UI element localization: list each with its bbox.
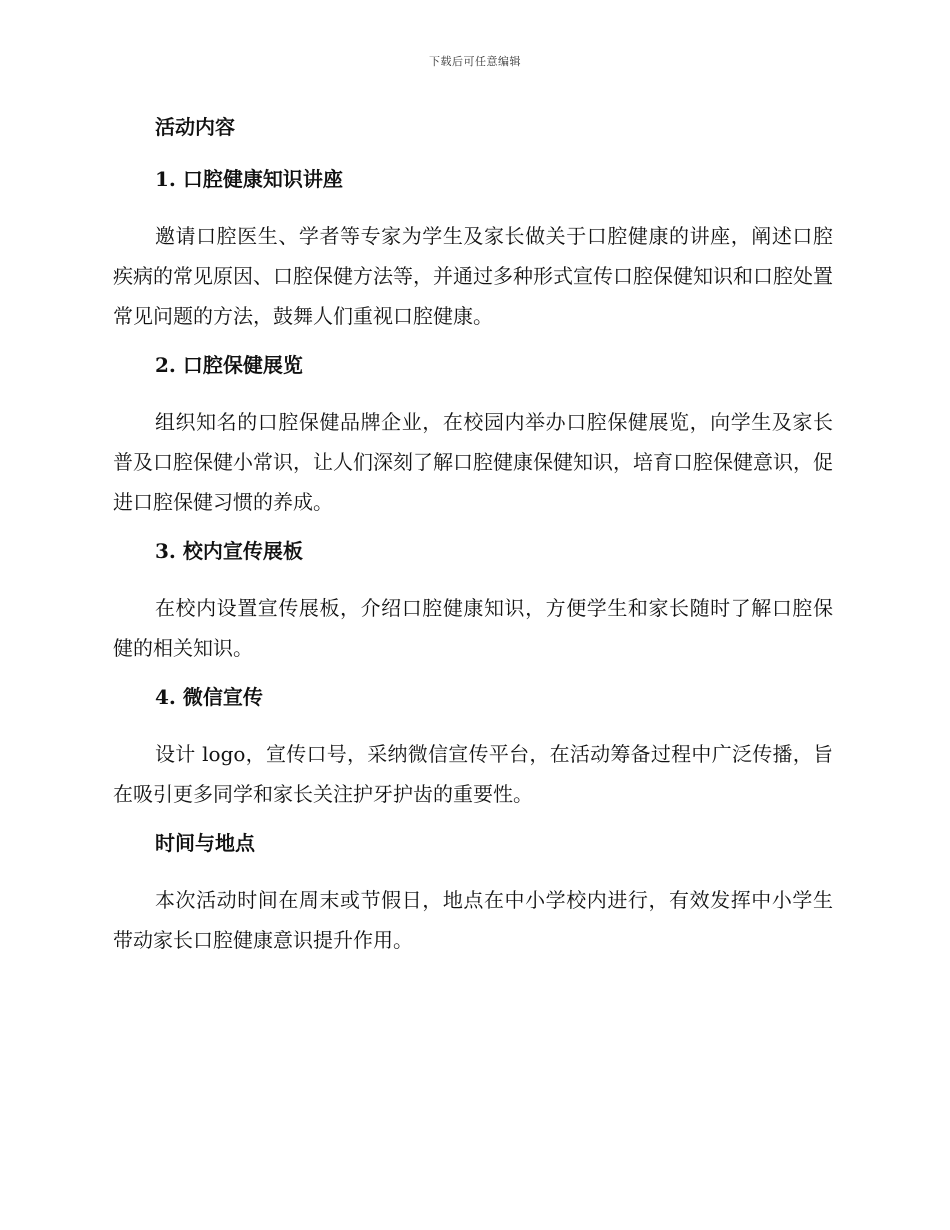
header-note: 下载后可任意编辑: [429, 55, 521, 68]
section-paragraph-display-board: 在校内设置宣传展板，介绍口腔健康知识，方便学生和家长随时了解口腔保健的相关知识。: [113, 596, 833, 660]
section-heading-display-board: 3. 校内宣传展板: [155, 539, 303, 563]
section-paragraph-time-place: 本次活动时间在周末或节假日，地点在中小学校内进行，有效发挥中小学生带动家长口腔健康意识提升作用。: [113, 888, 833, 952]
section-heading-wechat: 4. 微信宣传: [155, 685, 263, 709]
section-heading-activity-content: 活动内容: [155, 115, 235, 139]
section-heading-time-place: 时间与地点: [155, 831, 255, 855]
section-paragraph-wechat: 设计 logo，宣传口号，采纳微信宣传平台，在活动筹备过程中广泛传播，旨在吸引更多同学和家长关注护牙护齿的重要性。: [113, 742, 833, 806]
section-heading-lecture: 1. 口腔健康知识讲座: [155, 167, 343, 191]
section-paragraph-lecture: 邀请口腔医生、学者等专家为学生及家长做关于口腔健康的讲座，阐述口腔疾病的常见原因、口腔保健方法等，并通过多种形式宣传口腔保健知识和口腔处置常见问题的方法，鼓舞人们重视口腔健康。: [113, 224, 833, 328]
section-paragraph-exhibition: 组织知名的口腔保健品牌企业，在校园内举办口腔保健展览，向学生及家长普及口腔保健小常识，让人们深刻了解口腔健康保健知识，培育口腔保健意识，促进口腔保健习惯的养成。: [113, 410, 833, 514]
document-body: [113, 112, 833, 974]
section-heading-exhibition: 2. 口腔保健展览: [155, 353, 303, 377]
